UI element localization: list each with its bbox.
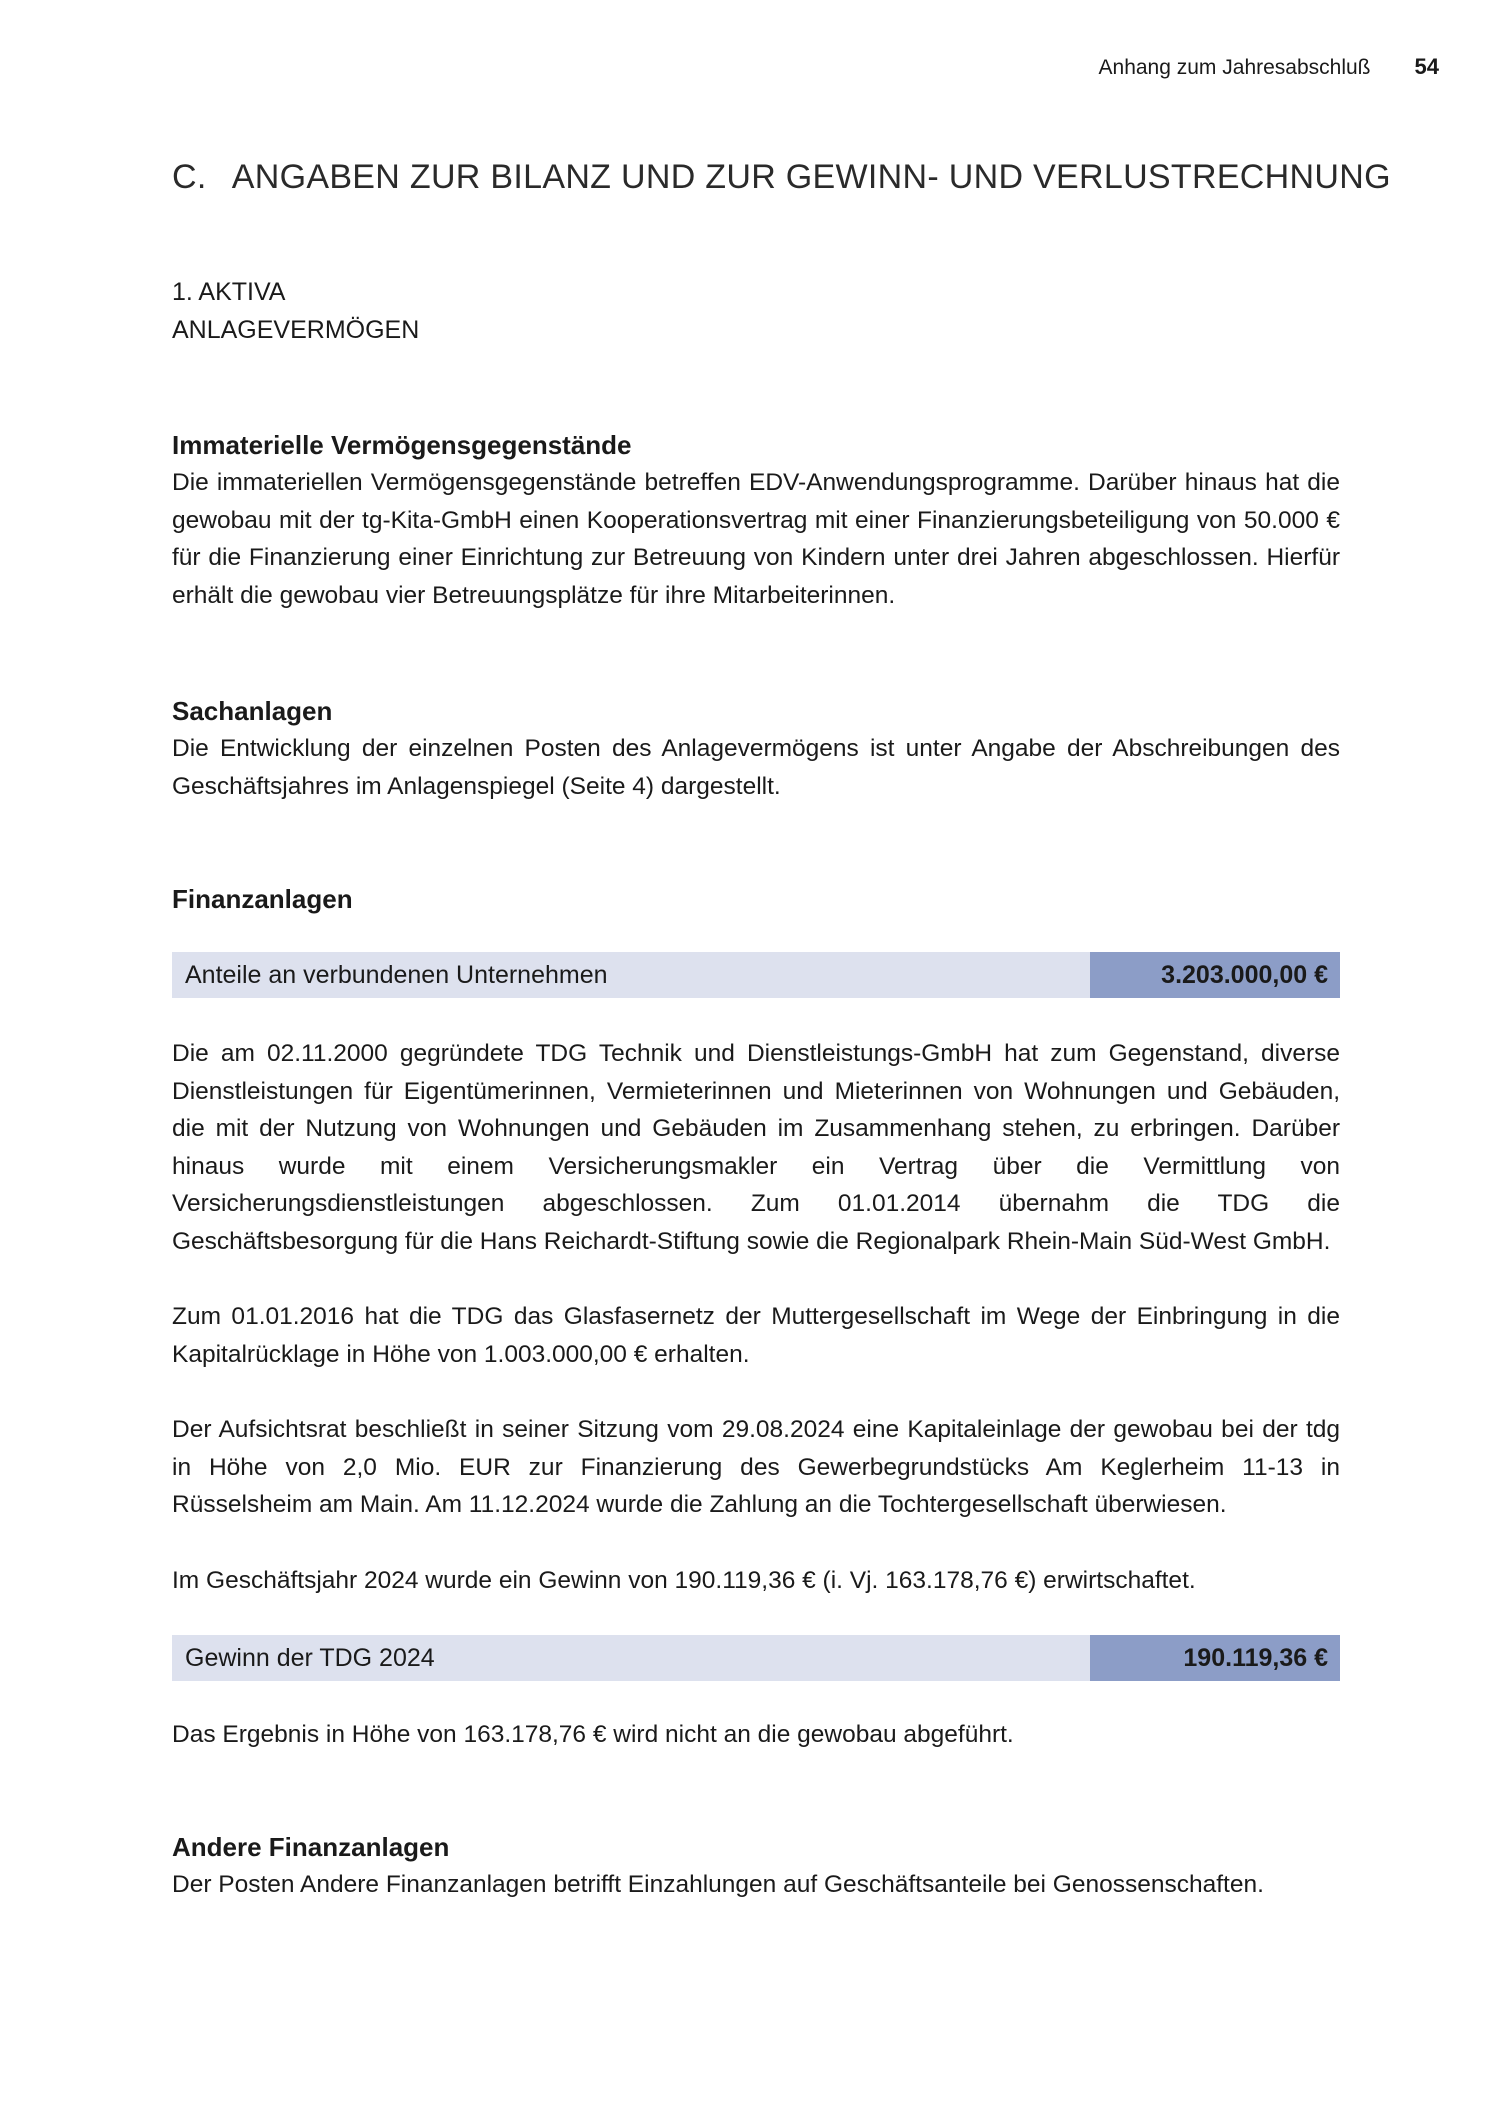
immaterielle-text: Die immateriellen Vermögensgegenstände betreffen EDV-Anwendungsprogramme. Darüber hinaus hat die gewobau mit der tg-Kita-GmbH einen Kooperationsvertrag mit einer Finanzierungsbeteiligung von 50.000 € für die Finanzierung einer Einrichtung zur Betreuung von Kindern unter drei Jahren abgeschlossen. Hierfür erhält die gewobau vier Betreuungsplätze für ihre Mitarbeiterinnen. [172, 469, 1340, 609]
tdg-paragraph-2 [172, 1298, 1340, 1373]
anteile-label: Anteile an verbundenen Unternehmen [172, 952, 1090, 998]
tdg-paragraph-1 [172, 1035, 1340, 1260]
tdg-paragraph-4 [172, 1562, 1340, 1600]
anteile-bar [172, 952, 1340, 998]
sachanlagen-heading: Sachanlagen [172, 696, 333, 726]
tdg-paragraph-3 [172, 1411, 1340, 1524]
gewinn-value: 190.119,36 € [1090, 1635, 1340, 1681]
section-subtitle: ANLAGEVERMÖGEN [172, 316, 420, 344]
gewinn-bar [172, 1635, 1340, 1681]
andere-section [172, 1828, 1340, 1904]
running-title: Anhang zum Jahresabschluß [1098, 56, 1371, 79]
section-number-title: 1. AKTIVA [172, 278, 286, 306]
immaterielle-heading: Immaterielle Vermögensgegenstände [172, 430, 632, 460]
immaterielle-section [172, 426, 1340, 614]
tdg-paragraph-2-text: Zum 01.01.2016 hat die TDG das Glasfasernetz der Muttergesellschaft im Wege der Einbringung in die Kapitalrücklage in Höhe von 1.003.000,00 € erhalten. [172, 1303, 1340, 1368]
page-number: 54 [1414, 54, 1439, 79]
andere-heading: Andere Finanzanlagen [172, 1832, 450, 1862]
tdg-paragraph-1-text: Die am 02.11.2000 gegründete TDG Technik und Dienstleistungs-GmbH hat zum Gegenstand, diverse Dienstleistungen für Eigentümerinnen, Vermieterinnen und Mieterinnen von Wohnungen und Gebäuden, die mit der Nutzung von Wohnungen und Gebäuden im Zusammenhang stehen, zu erbringen. Darüber hinaus wurde mit einem Versicherungsmakler ein Vertrag über die Vermittlung von Versicherungsdienstleistungen abgeschlossen. Zum 01.01.2014 übernahm die TDG die Geschäftsbesorgung für die Hans Reichardt-Stiftung sowie die Regionalpark Rhein-Main Süd-West GmbH. [172, 1040, 1340, 1255]
andere-text: Der Posten Andere Finanzanlagen betrifft Einzahlungen auf Geschäftsanteile bei Genossenschaften. [172, 1871, 1264, 1898]
tdg-paragraph-5 [172, 1716, 1340, 1754]
tdg-paragraph-3-text: Der Aufsichtsrat beschließt in seiner Sitzung vom 29.08.2024 eine Kapitaleinlage der gewobau bei der tdg in Höhe von 2,0 Mio. EUR zur Finanzierung des Gewerbegrundstücks Am Keglerheim 11-13 in Rüsselsheim am Main. Am 11.12.2024 wurde die Zahlung an die Tochtergesellschaft überwiesen. [172, 1416, 1340, 1518]
finanzanlagen-heading-block [172, 880, 1340, 918]
gewinn-label: Gewinn der TDG 2024 [172, 1635, 1090, 1681]
sachanlagen-text: Die Entwicklung der einzelnen Posten des Anlagevermögens ist unter Angabe der Abschreibungen des Geschäftsjahres im Anlagenspiegel (Seite 4) dargestellt. [172, 735, 1340, 800]
chapter-title: C. ANGABEN ZUR BILANZ UND ZUR GEWINN- UND VERLUSTRECHNUNG [172, 158, 1391, 196]
page-header [1099, 54, 1439, 80]
sachanlagen-section [172, 692, 1340, 805]
tdg-paragraph-4-text: Im Geschäftsjahr 2024 wurde ein Gewinn von 190.119,36 € (i. Vj. 163.178,76 €) erwirtschaftet. [172, 1567, 1196, 1594]
finanzanlagen-heading: Finanzanlagen [172, 884, 353, 914]
tdg-paragraph-5-text: Das Ergebnis in Höhe von 163.178,76 € wird nicht an die gewobau abgeführt. [172, 1721, 1014, 1748]
anteile-value: 3.203.000,00 € [1090, 952, 1340, 998]
section-heading [172, 273, 419, 349]
